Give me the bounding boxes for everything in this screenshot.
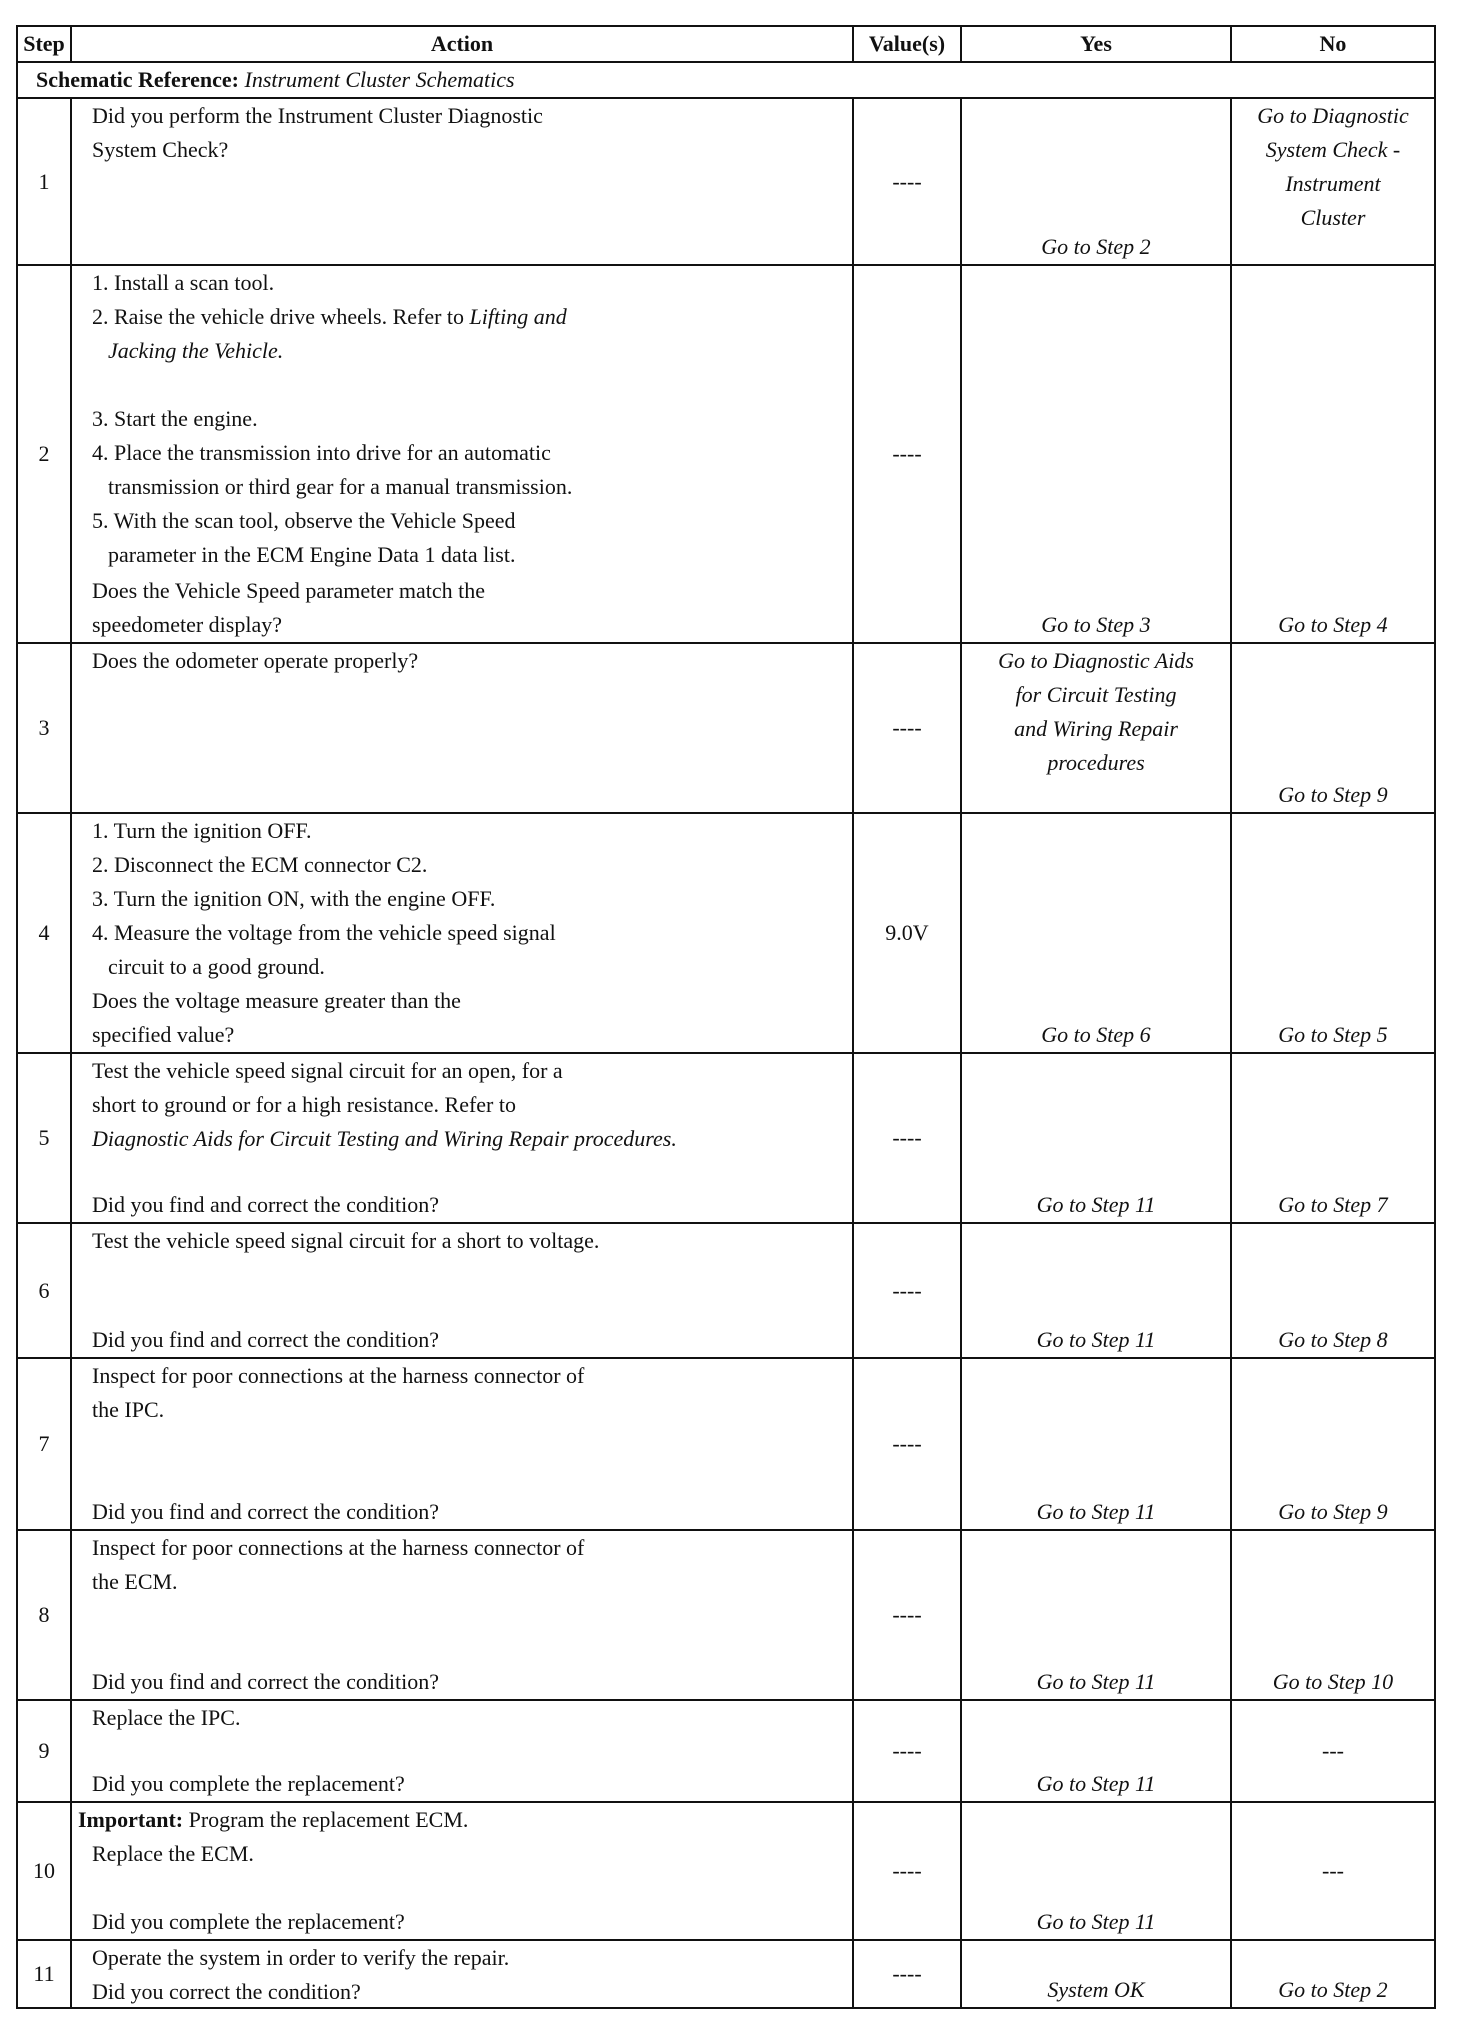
no-link[interactable]: Go to Step 10 xyxy=(1272,1669,1394,1694)
action-content xyxy=(78,1803,846,1939)
no-link[interactable]: Go to Diagnostic xyxy=(1257,103,1409,128)
action-text: Operate the system in order to verify the repair. xyxy=(92,1945,510,1970)
yes-content xyxy=(966,266,1226,642)
yes-content xyxy=(966,1359,1226,1529)
action-content xyxy=(78,1359,846,1529)
no-link[interactable]: Go to Step 2 xyxy=(1278,1977,1388,2002)
header-action: Action xyxy=(71,26,853,62)
action-cell xyxy=(71,813,853,1053)
action-content xyxy=(78,99,846,264)
question-text: Does the voltage measure greater than the xyxy=(92,988,461,1013)
step-number: 10 xyxy=(17,1802,71,1940)
list-gap xyxy=(78,368,846,402)
list-item-text: 4. Measure the voltage from the vehicle speed signal xyxy=(92,920,556,945)
header-step: Step xyxy=(17,26,71,62)
yes-cell xyxy=(961,1700,1231,1802)
no-cell xyxy=(1231,1223,1435,1358)
value-cell: ---- xyxy=(853,643,961,813)
no-link[interactable]: Go to Step 5 xyxy=(1278,1022,1388,1047)
no-content xyxy=(1236,1701,1430,1801)
action-text: the IPC. xyxy=(92,1397,165,1422)
action-content xyxy=(78,1054,846,1222)
list-item xyxy=(78,814,846,848)
value-cell: ---- xyxy=(853,1053,961,1223)
yes-link[interactable]: for Circuit Testing xyxy=(1015,682,1177,707)
yes-link[interactable]: Go to Step 11 xyxy=(1036,1909,1156,1934)
yes-cell xyxy=(961,1053,1231,1223)
action-content xyxy=(78,1941,846,2007)
no-link[interactable]: System Check - xyxy=(1265,137,1401,162)
no-link[interactable]: Go to Step 8 xyxy=(1278,1327,1388,1352)
step-row xyxy=(17,1700,1435,1802)
list-item xyxy=(78,436,846,470)
step-number: 2 xyxy=(17,265,71,643)
question-text: Does the Vehicle Speed parameter match the xyxy=(92,578,485,603)
step-row xyxy=(17,98,1435,265)
step-row xyxy=(17,643,1435,813)
yes-link[interactable]: and Wiring Repair xyxy=(1014,716,1178,741)
action-content xyxy=(78,1531,846,1699)
question-text: Did you find and correct the condition? xyxy=(92,1192,440,1217)
no-cell xyxy=(1231,1358,1435,1530)
yes-cell xyxy=(961,1940,1231,2008)
yes-content xyxy=(966,1054,1226,1222)
action-cell xyxy=(71,1053,853,1223)
no-cell xyxy=(1231,265,1435,643)
no-link[interactable]: Go to Step 4 xyxy=(1278,612,1388,637)
no-link[interactable]: Cluster xyxy=(1300,205,1366,230)
action-content xyxy=(78,266,846,642)
action-content xyxy=(78,644,846,812)
action-content xyxy=(78,814,846,1052)
yes-content xyxy=(966,814,1226,1052)
action-content xyxy=(78,1224,846,1357)
no-content xyxy=(1236,1941,1430,2007)
schematic-reference-row xyxy=(17,62,1435,98)
list-item xyxy=(78,848,846,882)
yes-cell xyxy=(961,1530,1231,1700)
action-text: Inspect for poor connections at the harness connector of xyxy=(92,1363,585,1388)
yes-content xyxy=(966,644,1226,812)
step-row xyxy=(17,813,1435,1053)
step-row xyxy=(17,265,1435,643)
header-yes: Yes xyxy=(961,26,1231,62)
question-text: Did you find and correct the condition? xyxy=(92,1499,440,1524)
step-number: 4 xyxy=(17,813,71,1053)
yes-cell xyxy=(961,1802,1231,1940)
question-text: specified value? xyxy=(92,1022,235,1047)
step-number: 8 xyxy=(17,1530,71,1700)
action-text: short to ground or for a high resistance. Refer to xyxy=(92,1092,516,1117)
no-content xyxy=(1236,1224,1430,1357)
schematic-reference-link[interactable]: Instrument Cluster Schematics xyxy=(244,67,515,92)
no-cell xyxy=(1231,1530,1435,1700)
value-cell: ---- xyxy=(853,1802,961,1940)
no-cell xyxy=(1231,1700,1435,1802)
action-text: Does the odometer operate properly? xyxy=(92,648,419,673)
no-text: --- xyxy=(1322,1858,1344,1883)
no-cell xyxy=(1231,1053,1435,1223)
yes-content xyxy=(966,1701,1226,1801)
list-item-text: 3. Turn the ignition ON, with the engine OFF. xyxy=(92,886,496,911)
yes-content xyxy=(966,1224,1226,1357)
no-content xyxy=(1236,1531,1430,1699)
step-number: 5 xyxy=(17,1053,71,1223)
list-item-continuation: transmission or third gear for a manual transmission. xyxy=(108,474,573,499)
yes-cell xyxy=(961,813,1231,1053)
step-row xyxy=(17,1358,1435,1530)
list-item xyxy=(78,300,846,334)
action-text: the ECM. xyxy=(92,1569,178,1594)
question-text: Did you find and correct the condition? xyxy=(92,1327,440,1352)
action-cell xyxy=(71,1700,853,1802)
list-item-text: 5. With the scan tool, observe the Vehicle Speed xyxy=(92,508,516,533)
no-cell xyxy=(1231,813,1435,1053)
list-item-continuation[interactable]: Jacking the Vehicle. xyxy=(108,338,284,363)
step-number: 7 xyxy=(17,1358,71,1530)
action-text: Replace the ECM. xyxy=(92,1841,254,1866)
header-values: Value(s) xyxy=(853,26,961,62)
question-text: Did you complete the replacement? xyxy=(92,1909,405,1934)
yes-link[interactable]: Go to Step 6 xyxy=(1041,1022,1151,1047)
no-link[interactable]: Go to Step 7 xyxy=(1278,1192,1388,1217)
value-cell: ---- xyxy=(853,265,961,643)
action-content xyxy=(78,1701,846,1801)
no-text: --- xyxy=(1322,1738,1344,1763)
yes-link[interactable]: Go to Step 11 xyxy=(1036,1499,1156,1524)
important-note xyxy=(78,1803,846,1837)
important-text: Program the replacement ECM. xyxy=(188,1807,469,1832)
list-item-text: 2. Disconnect the ECM connector C2. xyxy=(92,852,428,877)
list-item-text: 3. Start the engine. xyxy=(92,406,258,431)
yes-cell xyxy=(961,98,1231,265)
yes-content xyxy=(966,99,1226,264)
value-cell: ---- xyxy=(853,1700,961,1802)
question-text: speedometer display? xyxy=(92,612,282,637)
no-cell xyxy=(1231,643,1435,813)
step-row xyxy=(17,1802,1435,1940)
no-cell xyxy=(1231,1940,1435,2008)
yes-link[interactable]: Go to Step 2 xyxy=(1041,234,1151,259)
step-number: 11 xyxy=(17,1940,71,2008)
value-cell: ---- xyxy=(853,1530,961,1700)
yes-cell xyxy=(961,1223,1231,1358)
reference-link[interactable]: Diagnostic Aids for Circuit Testing and Wiring Repair procedures. xyxy=(92,1126,677,1151)
yes-link[interactable]: Go to Step 3 xyxy=(1041,612,1151,637)
yes-content xyxy=(966,1941,1226,2007)
step-number: 9 xyxy=(17,1700,71,1802)
step-row xyxy=(17,1053,1435,1223)
yes-cell xyxy=(961,265,1231,643)
action-cell xyxy=(71,1223,853,1358)
list-item-continuation: parameter in the ECM Engine Data 1 data list. xyxy=(108,542,516,567)
action-cell xyxy=(71,1802,853,1940)
list-item-continuation: circuit to a good ground. xyxy=(108,954,325,979)
action-text: System Check? xyxy=(92,137,229,162)
list-item-text: 2. Raise the vehicle drive wheels. Refer to xyxy=(92,304,465,329)
no-cell xyxy=(1231,1802,1435,1940)
no-content xyxy=(1236,1054,1430,1222)
list-item-text: 1. Turn the ignition OFF. xyxy=(92,818,312,843)
list-item-text: 4. Place the transmission into drive for an automatic xyxy=(92,440,551,465)
value-cell: ---- xyxy=(853,98,961,265)
reference-link[interactable]: Lifting and xyxy=(469,304,567,329)
value-cell: 9.0V xyxy=(853,813,961,1053)
yes-link[interactable]: procedures xyxy=(1047,750,1145,775)
step-number: 6 xyxy=(17,1223,71,1358)
question-text: Did you find and correct the condition? xyxy=(92,1669,440,1694)
yes-link[interactable]: Go to Step 11 xyxy=(1036,1771,1156,1796)
action-text: Did you perform the Instrument Cluster Diagnostic xyxy=(92,103,543,128)
list-item xyxy=(78,916,846,950)
value-cell: ---- xyxy=(853,1940,961,2008)
important-label: Important: xyxy=(78,1807,184,1832)
action-cell xyxy=(71,1358,853,1530)
no-content xyxy=(1236,644,1430,812)
schematic-reference-label: Schematic Reference: xyxy=(36,67,239,92)
action-cell xyxy=(71,98,853,265)
no-content xyxy=(1236,814,1430,1052)
step-row xyxy=(17,1223,1435,1358)
step-row xyxy=(17,1940,1435,2008)
no-content xyxy=(1236,1803,1430,1939)
step-row xyxy=(17,1530,1435,1700)
action-cell xyxy=(71,1940,853,2008)
action-text: Replace the IPC. xyxy=(92,1705,241,1730)
list-item xyxy=(78,266,846,300)
no-content xyxy=(1236,99,1430,264)
diagnostic-table xyxy=(16,25,1436,2009)
header-row xyxy=(17,26,1435,62)
action-cell xyxy=(71,643,853,813)
value-cell: ---- xyxy=(853,1358,961,1530)
yes-cell xyxy=(961,643,1231,813)
list-item-text: 1. Install a scan tool. xyxy=(92,270,275,295)
yes-link[interactable]: Go to Step 11 xyxy=(1036,1327,1156,1352)
no-link[interactable]: Go to Step 9 xyxy=(1278,1499,1388,1524)
no-content xyxy=(1236,266,1430,642)
yes-cell xyxy=(961,1358,1231,1530)
value-cell: ---- xyxy=(853,1223,961,1358)
yes-content xyxy=(966,1531,1226,1699)
step-number: 1 xyxy=(17,98,71,265)
action-text: Test the vehicle speed signal circuit for an open, for a xyxy=(92,1058,563,1083)
list-item xyxy=(78,504,846,538)
question-text: Did you correct the condition? xyxy=(92,1979,361,2004)
yes-link[interactable]: Go to Diagnostic Aids xyxy=(998,648,1194,673)
no-link[interactable]: Instrument xyxy=(1285,171,1381,196)
no-cell xyxy=(1231,98,1435,265)
list-item xyxy=(78,882,846,916)
action-text: Inspect for poor connections at the harness connector of xyxy=(92,1535,585,1560)
no-content xyxy=(1236,1359,1430,1529)
schematic-reference xyxy=(17,62,1435,98)
yes-link[interactable]: Go to Step 11 xyxy=(1036,1669,1156,1694)
list-item xyxy=(78,402,846,436)
action-cell xyxy=(71,265,853,643)
yes-content xyxy=(966,1803,1226,1939)
no-link[interactable]: Go to Step 9 xyxy=(1278,782,1388,807)
yes-link[interactable]: Go to Step 11 xyxy=(1036,1192,1156,1217)
header-no: No xyxy=(1231,26,1435,62)
action-text: Test the vehicle speed signal circuit for a short to voltage. xyxy=(92,1228,600,1253)
step-number: 3 xyxy=(17,643,71,813)
action-cell xyxy=(71,1530,853,1700)
question-text: Did you complete the replacement? xyxy=(92,1771,405,1796)
yes-link[interactable]: System OK xyxy=(1047,1977,1145,2002)
